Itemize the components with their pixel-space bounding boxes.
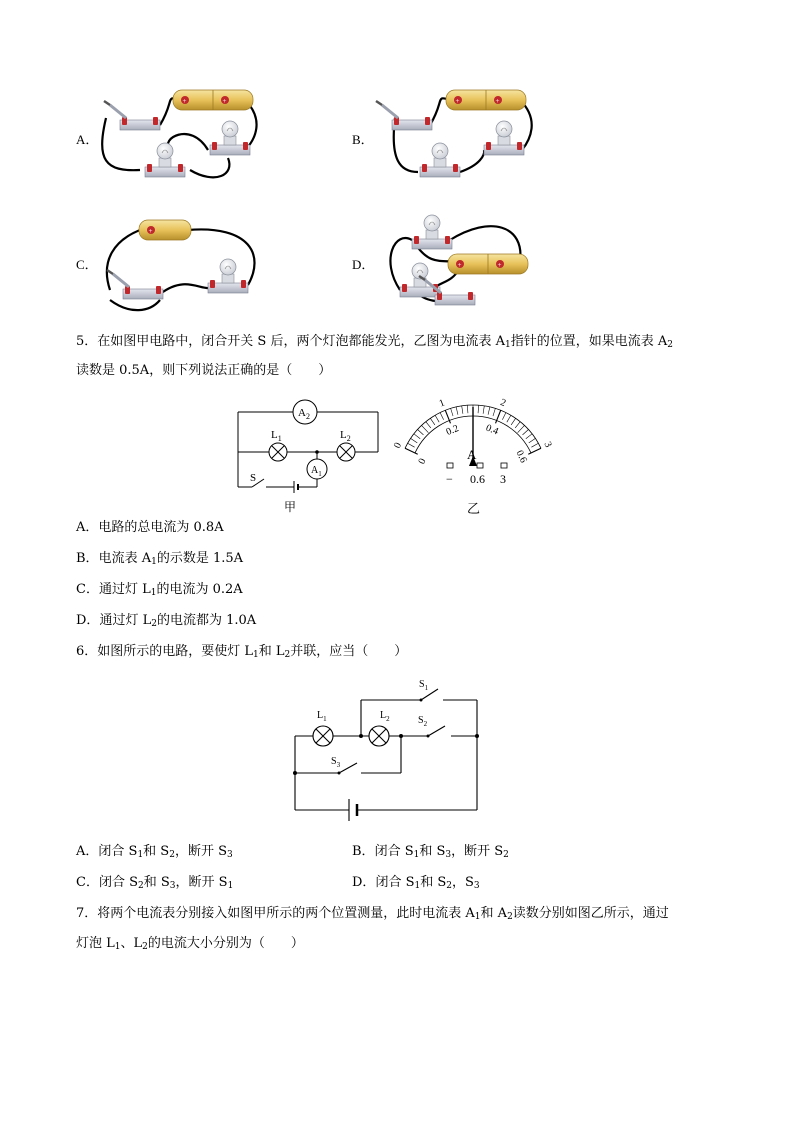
dial-tick <box>507 415 511 422</box>
q6-stem-a: 6．如图所示的电路，要使灯 L <box>76 644 254 659</box>
q6-opt-c-t3: ，断开 S <box>175 875 228 890</box>
q6-opt-c-s3: 1 <box>227 881 234 891</box>
q5-opt-c-text-b: 的电流为 0.2A <box>156 582 243 597</box>
q5-option-c <box>76 581 243 599</box>
q5-stem-sub-a1: 1 <box>504 340 511 350</box>
a1-label: A <box>311 465 319 476</box>
dial-tick <box>488 407 490 415</box>
svg-text:S2 <box>418 715 428 728</box>
svg-text:S3 <box>331 756 341 769</box>
q6-opt-b-t3: ，断开 S <box>451 844 504 859</box>
dial-tick <box>451 408 453 416</box>
q4-picture-c <box>107 220 255 310</box>
q5-opt-d-letter: D． <box>76 613 100 628</box>
dial-tick <box>414 434 420 439</box>
q4-picture-b <box>376 90 532 177</box>
terminal-0-6: 0.6 <box>470 472 485 486</box>
dial-tick <box>515 422 520 428</box>
q4-option-c-letter: C． <box>76 257 98 272</box>
q4-picture-d <box>390 215 528 305</box>
q6-opt-a-letter: A． <box>76 844 99 859</box>
dial-tick <box>518 425 525 432</box>
q5-opt-d-text-a: 通过灯 L <box>99 613 152 628</box>
dial-tick <box>483 406 484 414</box>
q6-lamp-l2-icon <box>369 726 389 746</box>
svg-text:L2 <box>380 710 390 723</box>
q4-option-d-letter: D． <box>352 257 375 272</box>
dial-tick <box>418 429 424 434</box>
q6-opt-a-s3: 3 <box>227 850 233 860</box>
dial-bottom-scale-label: 0.6 <box>513 448 529 465</box>
q5-stem-line1 <box>76 333 673 351</box>
q7-l2-b: 、L <box>120 936 143 951</box>
dial-tick <box>467 405 468 413</box>
dial-tick <box>511 418 516 425</box>
q5-opt-c-letter: C． <box>76 582 99 597</box>
q5-option-d <box>76 612 256 630</box>
q6-l1-sub: 1 <box>323 715 327 723</box>
dial-top-scale-label: 3 <box>541 440 554 450</box>
q7-l1-b: 和 A <box>480 906 508 921</box>
q6-opt-b-t1: 闭合 S <box>374 844 414 859</box>
q5-stem-sub-a2: 2 <box>667 340 673 350</box>
q6-opt-c-s1: 2 <box>138 881 144 891</box>
q5-opt-b-sub: 1 <box>151 557 157 567</box>
svg-text:L1 <box>271 429 282 443</box>
q4-circuit-pictures: + <box>0 0 794 330</box>
q6-opt-d-s3: 3 <box>473 881 480 891</box>
q4-option-a-letter: A． <box>76 132 99 147</box>
q7-stem-line1 <box>76 905 669 923</box>
l2-sub: 2 <box>346 434 351 443</box>
q6-s1-sub: 1 <box>424 684 429 692</box>
q5-opt-a-letter: A． <box>76 520 99 535</box>
l1-sub: 1 <box>277 434 282 443</box>
q5-option-a <box>76 519 224 537</box>
q6-opt-b-s1: 1 <box>413 850 420 860</box>
dial-tick <box>422 425 429 432</box>
q6-stem-b: 和 L <box>258 644 285 659</box>
q6-opt-b-t2: 和 S <box>419 844 446 859</box>
q5-opt-c-sub: 1 <box>150 588 157 598</box>
dial-tick <box>411 438 418 442</box>
q6-option-a <box>76 843 233 861</box>
q6-opt-c-t1: 闭合 S <box>98 875 138 890</box>
q6-l2-label: L <box>380 710 387 721</box>
q6-opt-d-s1: 1 <box>414 881 421 891</box>
q4-option-b-letter: B． <box>352 132 374 147</box>
dial-tick <box>523 429 529 434</box>
q5-opt-a-text: 电路的总电流为 0.8A <box>98 520 224 535</box>
q6-opt-d-t3: ，S <box>452 875 474 890</box>
dial-top-scale-label: 1 <box>437 397 447 410</box>
dial-bottom-scale-label: 0.4 <box>484 422 500 438</box>
a1-sub: 1 <box>318 470 322 478</box>
q5-opt-b-text-a: 电流表 A <box>98 551 152 566</box>
q5-opt-b-letter: B． <box>76 551 99 566</box>
q5-opt-c-text-a: 通过灯 L <box>98 582 151 597</box>
q6-l2-sub: 2 <box>386 715 390 723</box>
dial-bottom-scale-label: 0.2 <box>444 423 461 438</box>
dial-tick <box>462 406 463 414</box>
l1-label: L <box>271 429 278 441</box>
q6-option-b <box>352 843 509 861</box>
q7-l1-c: 读数分别如图乙所示，通过 <box>512 906 669 921</box>
q5-stem-text-a: 5．在如图甲电路中，闭合开关 S 后，两个灯泡都能发光，乙图为电流表 A <box>76 334 505 349</box>
q6-opt-d-t2: 和 S <box>420 875 447 890</box>
dial-top-scale-label: 0 <box>391 440 405 451</box>
q6-opt-b-s2: 3 <box>445 850 452 860</box>
dial-tick <box>526 434 532 439</box>
q6-lamp-l1-icon <box>313 726 333 746</box>
dial-terminals <box>446 463 507 486</box>
figure-jia-caption: 甲 <box>284 500 297 514</box>
q6-opt-d-letter: D． <box>352 875 376 890</box>
q5-opt-d-sub: 2 <box>151 619 157 629</box>
q6-opt-c-letter: C． <box>76 875 99 890</box>
q6-figure <box>285 673 485 828</box>
dial-tick <box>529 438 536 442</box>
q6-opt-a-s2: 2 <box>169 850 175 860</box>
q7-l1-s1: 1 <box>474 912 481 922</box>
q6-stem-sub1: 1 <box>253 650 259 660</box>
dial-tick <box>502 413 506 420</box>
q5-figure-jia <box>230 395 390 515</box>
a2-label: A <box>298 407 306 419</box>
q6-stem-sub2: 2 <box>284 650 291 660</box>
dial-tick <box>435 415 439 422</box>
svg-text:S1 <box>419 679 429 692</box>
q5-stem-text-b: 指针的位置，如果电流表 A <box>510 334 668 349</box>
l2-label: L <box>340 429 347 441</box>
q7-l2-c: 的电流大小分别为（ ） <box>147 936 304 951</box>
q6-opt-b-s3: 2 <box>503 850 509 860</box>
dial-bottom-scale-label: 0 <box>416 456 429 467</box>
q4-picture-a <box>102 90 256 177</box>
q5-figure-yi <box>383 385 563 515</box>
q5-stem-line2: 读数是 0.5A，则下列说法正确的是（ ） <box>76 363 332 378</box>
q5-option-b <box>76 550 243 568</box>
dial-tick <box>456 407 458 415</box>
switch-s-label: S <box>250 472 257 484</box>
dial-tick <box>426 422 431 428</box>
q6-s2-sub: 2 <box>423 720 428 728</box>
terminal-3: 3 <box>500 472 506 486</box>
q6-opt-b-letter: B． <box>352 844 375 859</box>
q6-opt-c-s2: 3 <box>169 881 176 891</box>
q6-opt-a-t1: 闭合 S <box>98 844 138 859</box>
dial-tick <box>430 418 435 425</box>
q6-l1-label: L <box>317 710 324 721</box>
q6-opt-a-s1: 1 <box>137 850 144 860</box>
q6-s3-label: S <box>331 756 337 767</box>
q6-opt-d-s2: 2 <box>446 881 452 891</box>
dial-tick <box>478 405 479 413</box>
terminal-negative: − <box>446 472 453 486</box>
q6-stem-c: 并联，应当（ ） <box>290 644 408 659</box>
q6-s2-label: S <box>418 715 424 726</box>
svg-text:L2 <box>340 429 351 443</box>
q7-stem-line2 <box>76 935 304 953</box>
q5-opt-b-text-b: 的示数是 1.5A <box>156 551 244 566</box>
q6-opt-c-t2: 和 S <box>143 875 170 890</box>
dial-tick <box>408 443 415 447</box>
dial-top-scale-label: 2 <box>498 397 508 410</box>
a2-sub: 2 <box>305 412 310 421</box>
q6-s3-sub: 3 <box>336 761 341 769</box>
q6-opt-a-t3: ，断开 S <box>174 844 227 859</box>
q7-l2-a: 灯泡 L <box>76 936 115 951</box>
q7-l2-s2: 2 <box>142 942 148 952</box>
q6-opt-d-t1: 闭合 S <box>375 875 415 890</box>
figure-yi-caption: 乙 <box>467 501 481 515</box>
q6-option-c <box>76 874 233 892</box>
dial-tick <box>493 408 495 416</box>
q6-s1-label: S <box>419 679 425 690</box>
svg-text:L1 <box>317 710 327 723</box>
dial-tick <box>440 413 444 420</box>
dial-tick <box>531 443 538 447</box>
q7-l1-a: 7．将两个电流表分别接入如图甲所示的两个位置测量，此时电流表 A <box>76 906 475 921</box>
q7-l1-s2: 2 <box>507 912 513 922</box>
q6-stem <box>76 643 407 661</box>
q6-option-d <box>352 874 480 892</box>
dial-unit-label: A <box>467 447 477 462</box>
q5-opt-d-text-b: 的电流都为 1.0A <box>156 613 257 628</box>
q6-opt-a-t2: 和 S <box>143 844 170 859</box>
q7-l2-s1: 1 <box>114 942 121 952</box>
